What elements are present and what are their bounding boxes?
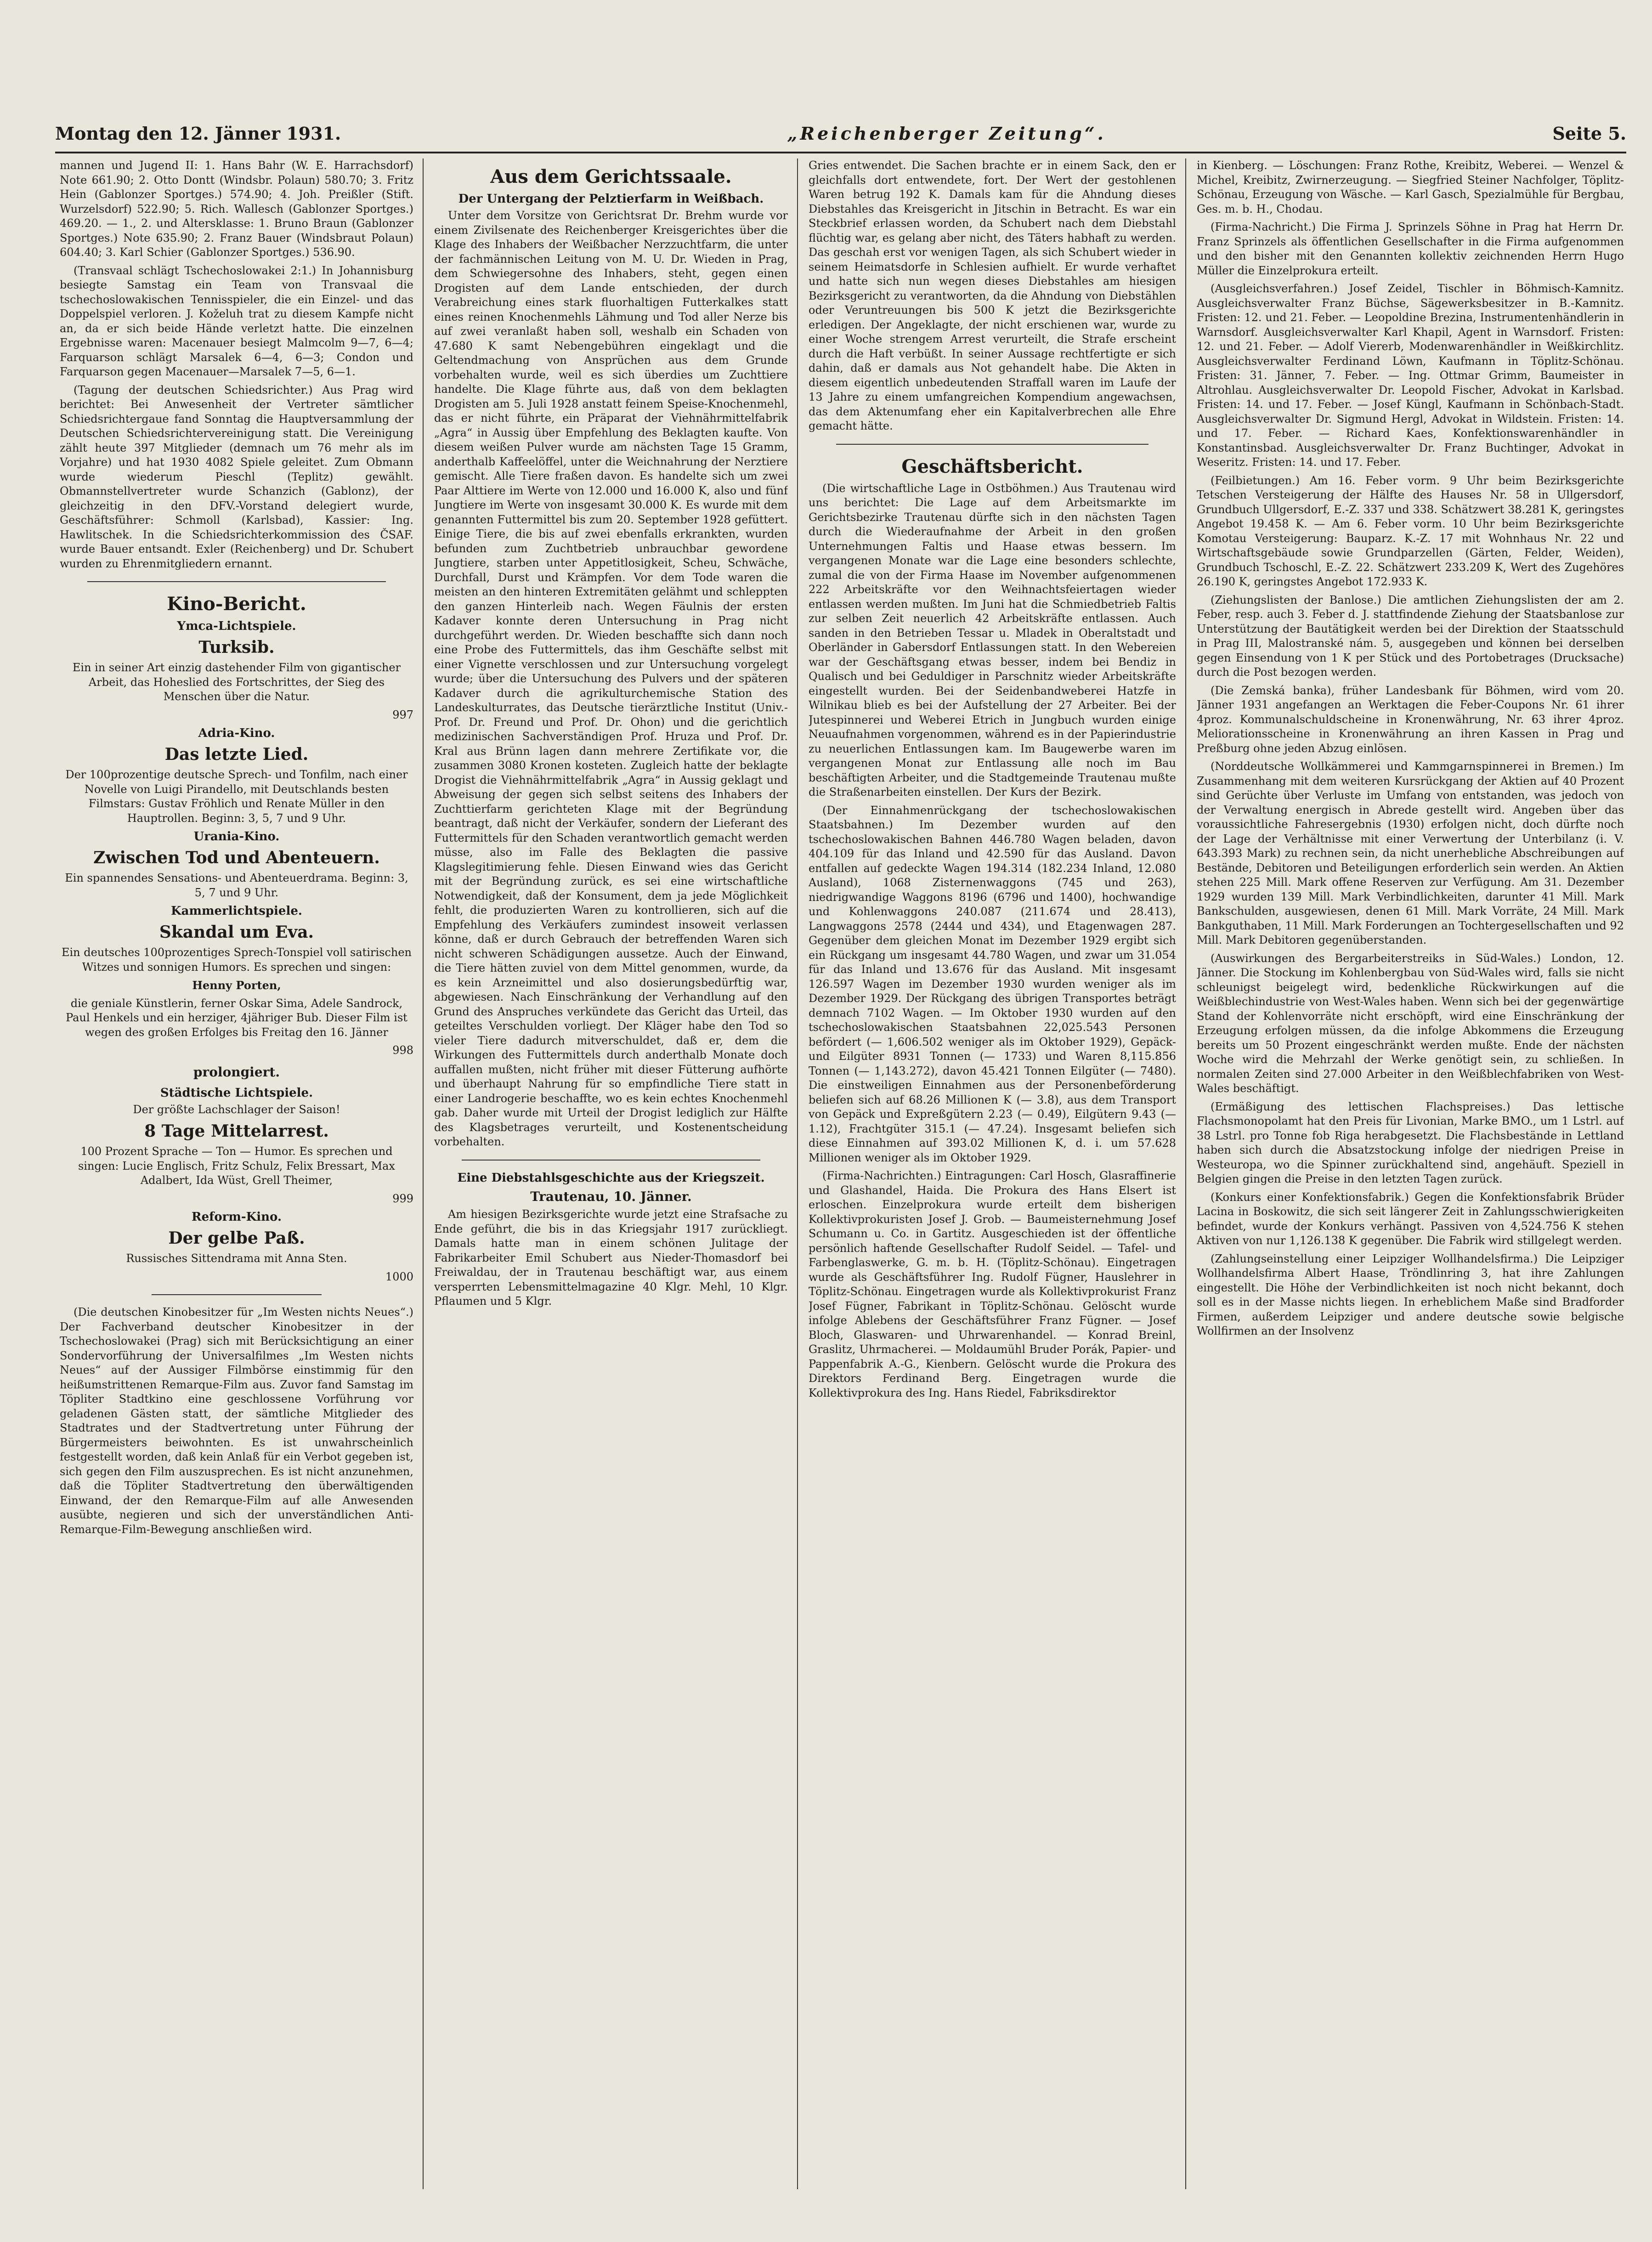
masthead-title: „Reichenberger Zeitung“. (787, 123, 1106, 144)
article-firm-news: (Firma-Nachrichten.) Eintragungen: Carl Hosch, Glasraffinerie und Glashandel, Haida. Die Prokura des Hans Elsert ist erloschen. Einzelprokura wurde erteilt dem bisherigen Kollektivprokuristen Josef J. Grob. — Baumeisternehmung Josef Schumann u. Co. in Gartitz. Ausgeschieden ist der öffentliche persönlich haftende Gesellschafter Rudolf Seidel. — Tafel- und Farbenglaswerke, G. m. b. H. (Töplitz-Schönau). Eingetragen wurde als Geschäftsführer Ing. Rudolf Fügner, Hauslehrer in Töplitz-Schönau. Eingetragen wurde als Kollektivprokurist Franz Josef Fügner, Fabrikant in Töplitz-Schönau. Gelöscht wurde infolge Ablebens der Geschäftsführer Franz Fügner. — Josef Bloch, Glaswaren- und Uhrwarenhandel. — Konrad Breinl, Graslitz, Uhrmacherei. — Moldaumühl Bruder Porák, Papier- und Pappenfabrik A.-G., Kienbern. Gelöscht wurde die Prokura des Direktors Ferdinand Berg. Eingetragen wurde die Kollektivprokura des Ing. Hans Riedel, Fabriksdirektor (809, 1169, 1176, 1399)
prolonged-label: prolongiert. (193, 1064, 280, 1080)
ad-number: 997 (392, 708, 413, 721)
cinema-name: Urania-Kino. (193, 830, 280, 844)
article-firm-news: (Firma-Nachricht.) Die Firma J. Sprinzels Söhne in Prag hat Herrn Dr. Franz Sprinzels als öffentlichen Gesellschafter in die Firma aufgenommen und den bisher mit den Genannten kollektiv zeichnenden Herrn Hugo Müller die Einzelprokura erteilt. (1197, 221, 1624, 277)
article-body: Unter dem Vorsitze von Gerichtsrat Dr. Brehm wurde vor einem Zivilsenate des Reichenberger Kreisgerichtes über die Klage des Inhabers der Weißbacher Nerzzuchtfarm, die unter der fachmännischen Leitung von M. U. Dr. Wieden in Prag, dem Schwiegersohne des Inhabers, steht, gegen einen Drogisten auf dem Lande entschieden, der durch Verabreichung eines stark fluorhaltigen Futterkalkes statt eines reinen Knochenmehls Lähmung und Tod aller Nerze bis auf zwei veranlaßt haben soll, weshalb ein Schaden von 47.680 K samt Nebengebühren eingeklagt und die Geltendmachung von Ansprüchen aus dem Grunde vorbehalten wurde, weil es sich überdies um Zuchttiere handelte. Die Klage führte aus, daß von dem beklagten Drogisten am 5. Juli 1928 anstatt feinem Speise-Knochenmehl, das er nicht führte, ein Präparat der Viehnährmittelfabrik „Agra“ in Aussig über Empfehlung des Beklagten kaufte. Von diesem weißen Pulver wurde am nächsten Tage 15 Gramm, anderthalb Kaffeelöffel, unter die Weichnahrung der Nerztiere gemischt. Alle Tiere fraßen davon. Es handelte sich um zwei Paar Alttiere im Werte von 12.000 und 16.000 K, also und fünf Jungtiere im Werte von insgesamt 30.000 K. Es wurde mit dem genannten Futtermittel bis zum 20. September 1928 gefüttert. Einige Tiere, die bis auf zwei ebenfalls erkrankten, wurden befunden zum Zuchtbetrieb unbrauchbar gewordene Jungtiere, starben unter Appetitlosigkeit, Scheu, Schwäche, Durchfall, Durst und Krämpfen. Vor dem Tode waren die meisten an den hinteren Extremitäten gelähmt und schleppten den ganzen Hinterleib nach. Wegen Fäulnis der ersten Kadaver konnte deren Untersuchung in Prag nicht durchgeführt werden. Dr. Wieden beschaffte sich dann noch eine Probe des Futtermittels, das ihm Geschäfte selbst mit einer Vignette verschlossen und zur Untersuchung vorgelegt wurde; über die Untersuchung des Pulvers und der späteren Kadaver durch die agrikulturchemische Station des Landeskulturrates, das Deutsche tierärztliche Institut (Univ.-Prof. Dr. Freund und Prof. Dr. Ohon) und die gerichtlich medizinischen Sachverständigen Prof. Hruza und Prof. Dr. Kral aus Brünn lagen dann mehrere Zertifikate vor, die zusammen 3080 Kronen kosteten. Zugleich hatte der beklagte Drogist die Viehnährmittelfabrik „Agra“ in Aussig geklagt und Abweisung der gegen sich selbst seitens des Inhabers der Zuchttierfarm gerichteten Klage mit der Begründung beantragt, daß nicht der Verkäufer, sondern der Lieferant des Futtermittels für den Schaden verantwortlich gemacht werden müsse, also im Falle des Beklagten die passive Klagslegitimierung fehle. Diesen Einwand wies das Gericht mit der Begründung zurück, es sei eine wirtschaftliche Notwendigkeit, daß der Konsument, dem ja jede Möglichkeit fehlt, die produzierten Waren zu kontrollieren, sich auf die Empfehlung des Verkäufers zumindest insoweit verlassen könne, daß er durch Gebrauch der betreffenden Waren sich nicht schweren Schädigungen aussetze. Auch der Einwand, die Tiere hätten zuviel von dem Mittel genommen, wurde, da es kein Arzneimittel und also dosierungsbedürftig war, abgewiesen. Nach Einschränkung der Verhandlung auf den Grund des Anspruches verkündete das Gericht das Urteil, das geteiltes Verschulden vorliegt. Der Kläger habe den Tod so vieler Tiere dadurch mitverschuldet, daß er, dem die Wirkungen des Futtermittels durch anderthalb Monate doch auffallen mußten, nicht früher mit dieser Fütterung aufhörte und überhaupt Nahrung für so empfindliche Tiere statt in einer Landrogerie beschaffte, wo es kein echtes Knochenmehl gab. Daher wurde mit Urteil der Drogist lediglich zur Hälfte des Klagsbetrages verurteilt, und Kostenentscheidung vorbehalten. (434, 209, 788, 1148)
film-description: 100 Prozent Sprache — Ton — Humor. Es sprechen und singen: Lucie Englisch, Fritz Schulz, Felix Bressart, Max Adalbert, Ida Wüst, Grell Theimer, (78, 1145, 395, 1187)
article-headline: Der Untergang der Pelztierfarm in Weißbach. (458, 192, 764, 206)
separator (152, 1294, 322, 1295)
separator (462, 1160, 760, 1161)
article-railways: (Der Einnahmenrückgang der tschechoslowakischen Staatsbahnen.) Im Dezember wurden auf den tschechoslowakischen Bahnen 446.780 Wagen beladen, davon 404.109 für das Inland und 42.590 für das Ausland. Davon entfallen auf gedeckte Wagen 194.314 (182.234 Inland, 12.080 Ausland), 1068 Zisternenwaggons (745 und 263), niedrigwandige Waggons 8196 (6796 und 1400), hochwandige und Kohlenwaggons 240.087 (211.674 und 28.413), Langwaggons 2578 (2444 und 434), und Etagenwagen 287. Gegenüber dem gleichen Monat im Dezember 1929 ergibt sich ein Rückgang um insgesamt 44.780 Wagen, und zwar um 31.054 für das Inland und 13.676 für das Ausland. Mit insgesamt 126.597 Wagen im Dezember 1930 wurden weniger als im Dezember 1929. Der Rückgang des übrigen Transportes beträgt demnach 7102 Wagen. — Im Oktober 1930 wurden auf den tschechoslowakischen Staatsbahnen 22,025.543 Personen befördert (— 1,606.502 weniger als im Oktober 1929), Gepäck- und Eilgüter 8931 Tonnen (— 1733) und Waren 8,115.856 Tonnen (— 1,143.272), davon 45.421 Tonnen Eilgüter (— 7480). Die einstweiligen Einnahmen aus der Personenbeförderung beliefen sich auf 68.26 Millionen K (— 3.8), aus dem Transport von Gepäck und Expreßgütern 2.23 (— 0.49), Eilgütern 9.43 (— 1.12), Frachtgüter 315.1 (— 47.24). Insgesamt beliefen sich diese Einnahmen auf 393.02 Millionen K, d. i. um 57.628 Millionen weniger als im Oktober 1929. (809, 804, 1176, 1164)
article-economy-ostboehmen: (Die wirtschaftliche Lage in Ostböhmen.) Aus Trautenau wird uns berichtet: Die Lage auf dem Arbeitsmarkte im Gerichtsbezirke Trautenau dürfte sich in den nächsten Tagen durch die Wiederaufnahme der Arbeit in den großen Unternehmungen Faltis und Haase etwas bessern. Im vergangenen Monate war die Lage eine besonders schlechte, zumal die von der Firma Haase im November aufgenommenen 222 Arbeitskräfte vor den Weihnachtsfeiertagen wieder entlassen werden mußten. Im Juni hat die Schmiedbetrieb Faltis zur selben Zeit neuerlich 42 Arbeitskräfte entlassen. Auch sanden in den Betrieben Tessar u. Mladek in Oberaltstadt und Oberländer in Gabersdorf Entlassungen statt. In den Webereien war der Geschäftsgang etwas besser, indem bei Bendiz in Qualisch und bei Geduldiger in Parschnitz wieder Arbeitskräfte eingestellt wurden. Bei der Seidenbandweberei Hatzfe in Wilnikau blieb es bei der Aufstellung der 27 Arbeiter. Bei der Jutespinnerei und Weberei Etrich in Jungbuch wurden einige Neuaufnahmen vorgenommen, während es in der Papierindustrie zu neuerlichen Entlassungen kam. Im Baugewerbe waren im vergangenen Monat zur Entlassung alle noch im Bau beschäftigten Arbeiter, und die Stadtgemeinde Trautenau mußte die Straßenarbeiten einstellen. Der Kurs der Bezirk. (809, 481, 1176, 798)
article-referees: (Tagung der deutschen Schiedsrichter.) Aus Prag wird berichtet: Bei Anwesenheit der Vertreter sämtlicher Schiedsrichtergaue fand Sonntag die Hauptversammlung der Deutschen Schiedsrichtervereinigung statt. Die Vereinigung zählt heute 397 Mitglieder (demnach um 76 mehr als im Vorjahre) und hat 1930 4082 Spiele geleitet. Zum Obmann wurde wiederum Pieschl (Teplitz) gewählt. Obmannstellvertreter wurde Schanzich (Gablonz), der gleichzeitig in den DFV.-Vorstand delegiert wurde, Geschäftsführer: Schmoll (Karlsbad), Kassier: Ing. Hawlitschek. In die Schiedsrichterkommission des ČSAF. wurde Bauer entsandt. Exler (Reichenberg) und Dr. Schubert wurden zu Ehrenmitgliedern ernannt. (60, 383, 413, 570)
article-headline: Eine Diebstahlsgeschichte aus der Kriegszeit. (457, 1171, 765, 1185)
cinema-name: Städtische Lichtspiele. (160, 1086, 313, 1100)
masthead (55, 117, 1626, 149)
article-lottery: (Ziehungslisten der Banlose.) Die amtlichen Ziehungslisten der am 2. Feber, resp. auch 3. Feber d. J. stattfindende Ziehung der Staatsbanlose zur Unterstützung der Bautätigkeit werden bei der Direktion der Staatsschuld in Prag III, Malostranské nám. 5, ausgegeben und können bei derselben gegen Einsendung von 1 K per Stück und des Portobetrages (Drucksache) durch die Post bezogen werden. (1197, 593, 1624, 679)
ad-number: 1000 (385, 1270, 413, 1283)
film-title: Der gelbe Paß. (168, 1229, 305, 1248)
article-kino-owners: (Die deutschen Kinobesitzer für „Im Westen nichts Neues“.) Der Fachverband deutscher Kinobesitzer in der Tschechoslowakei (Prag) sich mit Berücksichtigung an einer Sondervorführung der Universalfilmes „Im Westen nichts Neues“ auf der Aussiger Filmbörse einstimmig für den heißumstrittenen Remarque-Film aus. Zuvor fand Samstag im Töpliter Stadtkino eine geschlossene Vorführung vor geladenen Gästen statt, der sämtliche Mitglieder des Stadtrates und der Stadtvertretung unter Führung der Bürgermeisters beiwohnten. Es ist unwahrscheinlich festgestellt worden, daß kein Anlaß für ein Verbot gegeben ist, sich gegen den Film auszusprechen. Es ist nicht anzunehmen, daß die Töpliter Stadtvertretung den überwältigenden Einwand, der den Remarque-Film auf alle Anwesenden ausübte, negieren und sich der unverständlichen Anti-Remarque-Film-Bewegung anschließen wird. (60, 1306, 413, 1536)
article-body: Am hiesigen Bezirksgerichte wurde jetzt eine Strafsache zu Ende geführt, die bis in das Kriegsjahr 1917 zurückliegt. Damals hatte man in einem schönen Julitage der Fabrikarbeiter Emil Schubert aus Nieder-Thomasdorf bei Freiwaldau, der in Trautenau beschäftigt war, aus einem versperrten Lebensmittelmagazine 40 Klgr. Mehl, 10 Klgr. Pflaumen und 5 Klgr. (434, 1208, 788, 1308)
article-body: in Kienberg. — Löschungen: Franz Rothe, Kreibitz, Weberei. — Wenzel & Michel, Kreibitz, Zwirnerzeugung. — Siegfried Steiner Nachfolger, Töplitz-Schönau, Erzeugung von Wäsche. — Karl Gasch, Spezialmühle für Bergbau, Ges. m. b. H., Chodau. (1197, 159, 1624, 215)
article-flax: (Ermäßigung des lettischen Flachspreises.) Das lettische Flachsmonopolamt hat den Preis für Livonian, Marke BMO., um 1 Lstrl. auf 38 Lstrl. pro Tonne fob Riga herabgesetzt. Die Flachsbestände in Lettland haben sich durch die Absatzstockung infolge der niedrigen Preise in Westeuropa, wo die Spinner zurückhaltend sind, angehäuft. Speziell in Belgien gingen die Preise in den letzten Tagen zurück. (1197, 1100, 1624, 1185)
article-settlements: (Ausgleichsverfahren.) Josef Zeidel, Tischler in Böhmisch-Kamnitz. Ausgleichsverwalter Franz Büchse, Sägewerksbesitzer in B.-Kamnitz. Fristen: 12. und 21. Feber. — Leopoldine Brezina, Instrumentenhändlerin in Warnsdorf. Ausgleichsverwalter Karl Khapil, Agent in Warnsdorf. Fristen: 12. und 21. Feber. — Adolf Viererb, Modenwarenhändler in Weißkirchlitz. Ausgleichsverwalter Ferdinand Löwn, Kaufmann in Töplitz-Schönau. Fristen: 31. Jänner, 7. Feber. — Ing. Ottmar Grimm, Baumeister in Altrohlau. Ausgleichsverwalter Dr. Leopold Fischer, Advokat in Karlsbad. Fristen: 14. und 17. Feber. — Josef Küngl, Kaufmann in Schönbach-Stadt. Ausgleichsverwalter Dr. Sigmund Hergl, Advokat in Wildstein. Fristen: 14. und 17. Feber. — Richard Kaes, Konfektionswarenhändler in Konstantinsbad. Ausgleichsverwalter Dr. Franz Buchtinger, Advokat in Weseritz. Fristen: 14. und 17. Feber. (1197, 282, 1624, 469)
film-title: Zwischen Tod und Abenteuern. (93, 848, 380, 867)
film-description: Ein spannendes Sensations- und Abenteuerdrama. Beginn: 3, 5, 7 und 9 Uhr. (65, 872, 408, 899)
column-divider (423, 159, 424, 2189)
article-tennis: (Transvaal schlägt Tschechoslowakei 2:1.) In Johannisburg besiegte Samstag ein Team von Transvaal die tschechoslowakischen Tennisspieler, die ein Einzel- und das Doppelspiel verloren. J. Koželuh trat zu diesem Kampfe nicht an, da er sich beide Hände verletzt hatte. Die einzelnen Ergebnisse waren: Macenauer besiegt Malmcolm 9—7, 6—4; Farquarson schlägt Marsalek 6—4, 6—3; Condon und Farquarson gegen Macenauer—Marsalek 7—5, 6—1. (60, 264, 413, 378)
section-title: Geschäftsbericht. (901, 455, 1083, 477)
column-3 (809, 159, 1176, 2189)
cinema-name: Reform-Kino. (192, 1210, 282, 1224)
column-4 (1197, 159, 1624, 2189)
article-south-wales: (Auswirkungen des Bergarbeiterstreiks in Süd-Wales.) London, 12. Jänner. Die Stockung im Kohlenbergbau von Süd-Wales wird, falls sie nicht schleunigst beigelegt wird, bedenkliche Rückwirkungen auf die Weißblechindustrie von West-Wales haben. Wenn sich bei der gegenwärtige Stand der Kohlenvorräte nicht erschöpft, wird eine Einschränkung der Erzeugung erfolgen müssen, da die infolge Abkommens die Erzeugung bereits um 50 Prozent eingeschränkt werden mußte. Ende der nächsten Woche wird die Mehrzahl der Werke genötigt sein, zu schließen. In normalen Zeiten sind 27.000 Arbeiter in den Weißblechfabriken von West-Wales beschäftigt. (1197, 951, 1624, 1095)
article-zemska-banka: (Die Zemská banka), früher Landesbank für Böhmen, wird vom 20. Jänner 1931 angefangen an Werktagen die Feber-Coupons Nr. 61 ihrer 4proz. Kommunalschuldscheine in Kronenwährung, Nr. 63 ihrer 4proz. Meliorationsscheine in Kronenwährung an ihren Kassen in Prag und Preßburg ohne jeden Abzug einlösen. (1197, 684, 1624, 755)
column-divider (1185, 159, 1186, 2189)
article-wool-bremen: (Norddeutsche Wollkämmerei und Kammgarnspinnerei in Bremen.) Im Zusammenhang mit dem weiteren Kursrückgang der Aktien auf 40 Prozent sind Gerüchte über Verluste im Umfang von entstanden, was jedoch von der Verwaltung energisch in Abrede gestellt wird. Angeben über das voraussichtliche Fahresergebnis (1930) erfolgen nicht, doch dürfte noch der Lage der Verhältnisse mit einer Verwertung der Unterbilanz (i. V. 643.393 Mark) zu rechnen sein, da nicht unerhebliche Abschreibungen auf Bestände, Debitoren und Beteiligungen erforderlich sein werden. An Aktien stehen 225 Mill. Mark offene Reserven zur Verfügung. Am 31. Dezember 1929 wurden 139 Mill. Mark Verbindlichkeiten, darunter 41 Mill. Mark Bankschulden, ausgewiesen, denen 61 Mill. Mark Vorräte, 24 Mill. Mark Bankguthaben, 11 Mill. Mark Forderungen an Tochtergesellschaften und 92 Mill. Mark Debitoren gegenüberstanden. (1197, 760, 1624, 946)
column-2 (434, 159, 788, 2189)
column-divider (797, 159, 798, 2189)
film-description: Ein in seiner Art einzig dastehender Film von gigantischer Arbeit, das Hoheslied des Fortschrittes, der Sieg des Menschen über die Natur. (72, 661, 401, 703)
masthead-page-number: Seite 5. (1552, 123, 1626, 144)
cinema-name: Adria-Kino. (198, 726, 275, 740)
film-description: die geniale Künstlerin, ferner Oskar Sima, Adele Sandrock, Paul Henkels und ein herziger, 4jähriger Bub. Dieser Film ist wegen des großen Erfolges bis Freitag den 16. Jänner (66, 996, 407, 1039)
sport-results: mannen und Jugend II: 1. Hans Bahr (W. E. Harrachsdorf) Note 661.90; 2. Otto Dontt (Windsbr. Polaun) 580.70; 3. Fritz Hein (Gablonzer Sportges.) 574.90; 4. Joh. Preißler (Stift. Wurzelsdorf) 522.90; 5. Rich. Wallesch (Gablonzer Sportges.) 469.20. — 1., 2. und Altersklasse: 1. Bruno Braun (Gablonzer Sportges.) Note 635.90; 2. Franz Bauer (Windsbraut Polaun) 604.40; 3. Karl Schier (Gablonzer Sportges.) 536.90. (60, 159, 413, 259)
article-bankruptcy: (Konkurs einer Konfektionsfabrik.) Gegen die Konfektionsfabrik Brüder Lacina in Boskowitz, die sich seit längerer Zeit in Zahlungsschwierigkeiten befindet, wurde der Konkurs verhängt. Passiven von 4,524.756 K stehen Aktiven von nur 1,126.138 K gegenüber. Die Fabrik wird stillgelegt werden. (1197, 1190, 1624, 1247)
masthead-date: Montag den 12. Jänner 1931. (55, 123, 341, 144)
film-title: Turksib. (198, 638, 275, 657)
film-title: Das letzte Lied. (164, 745, 309, 764)
separator (87, 581, 386, 582)
article-auctions: (Feilbietungen.) Am 16. Feber vorm. 9 Uhr beim Bezirksgerichte Tetschen Versteigerung der Hälfte des Hauses Nr. 58 in Ullgersdorf, Grundbuch Ullgersdorf, E.-Z. 337 und 338. Schätzwert 38.281 K, geringstes Angebot 19.458 K. — Am 6. Feber vorm. 10 Uhr beim Bezirksgerichte Komotau Versteigerung: Bauparz. K.-Z. 17 mit Wohnhaus Nr. 22 und Wirtschaftsgebäude sowie Grundparzellen (Gärten, Felder, Weiden), Grundbuch Tschoschl, E.-Z. 22. Schätzwert 233.209 K, Wert des Zugehöres 26.190 K, geringstes Angebot 172.933 K. (1197, 474, 1624, 588)
film-star: Henny Porten, (192, 979, 281, 992)
ad-number: 998 (392, 1044, 413, 1057)
film-description: Ein deutsches 100prozentiges Sprech-Tonspiel voll satirischen Witzes und sonnigen Humors. Es sprechen und singen: (61, 946, 412, 974)
kino-section (60, 592, 413, 1284)
kino-title: Kino-Bericht. (167, 593, 306, 615)
cinema-name: Kammerlichtspiele. (171, 904, 302, 918)
ad-number: 999 (392, 1192, 413, 1205)
column-1 (60, 159, 413, 2189)
masthead-rule (55, 152, 1626, 153)
film-description: Russisches Sittendrama mit Anna Sten. (126, 1252, 347, 1265)
dateline: Trautenau, 10. Jänner. (530, 1189, 692, 1204)
separator (836, 444, 1148, 445)
film-description: Der 100prozentige deutsche Sprech- und Tonfilm, nach einer Novelle von Luigi Pirandello, mit Deutschlands besten Filmstars: Gustav Fröhlich und Renate Müller in den Hauptrollen. Beginn: 3, 5, 7 und 9 Uhr. (65, 768, 408, 825)
cinema-name: Ymca-Lichtspiele. (177, 619, 296, 633)
film-tagline: Der größte Lachschlager der Saison! (133, 1103, 340, 1116)
article-body: Gries entwendet. Die Sachen brachte er in einem Sack, den er gleichfalls dort entwendete, fort. Der Wert der gestohlenen Waren betrug 192 K. Damals kam für die Ahndung dieses Diebstahles das Kreisgericht in Jitschin in Betracht. Es war ein Steckbrief erlassen worden, da Schubert nach dem Diebstahl flüchtig war, es gelang aber nicht, des Täters habhaft zu werden. Das geschah erst vor wenigen Tagen, als sich Schubert wieder in seinem Heimatsdorfe in Schlesien aufhielt. Er wurde verhaftet und hatte sich nun wegen dieses Diebstahles am hiesigen Bezirksgericht zu verantworten, da die Ahndung von Diebstählen oder Veruntreuungen bis 500 K jetzt die Bezirksgerichte erledigen. Der Angeklagte, der nicht erschienen war, wurde zu einer Woche strengem Arrest verurteilt, die Strafe erscheint durch die Haft verbüßt. In seiner Aussage rechtfertigte er sich dahin, daß er damals aus Not gehandelt habe. Die Akten in diesem eigentlich unbedeutenden Straffall waren im Laufe der 13 Jahre zu einem umfangreichen Kompendium angewachsen, das dem Aktenumfang eher ein Kapitalverbrechen alle Ehre gemacht hätte. (809, 159, 1176, 432)
article-leipzig: (Zahlungseinstellung einer Leipziger Wollhandelsfirma.) Die Leipziger Wollhandelsfirma Albert Haase, Tröndlinring 3, hat ihre Zahlungen eingestellt. Die Höhe der Verbindlichkeiten ist noch nicht bekannt, doch soll es in der Masse nichts liegen. In erheblichem Maße sind Bradforder Firmen, außerdem Leipziger und andere deutsche sowie belgische Wollfirmen an der Insolvenz (1197, 1252, 1624, 1337)
film-title: 8 Tage Mittelarrest. (144, 1121, 329, 1141)
film-title: Skandal um Eva. (159, 923, 314, 942)
section-title: Aus dem Gerichtssaale. (490, 166, 732, 187)
